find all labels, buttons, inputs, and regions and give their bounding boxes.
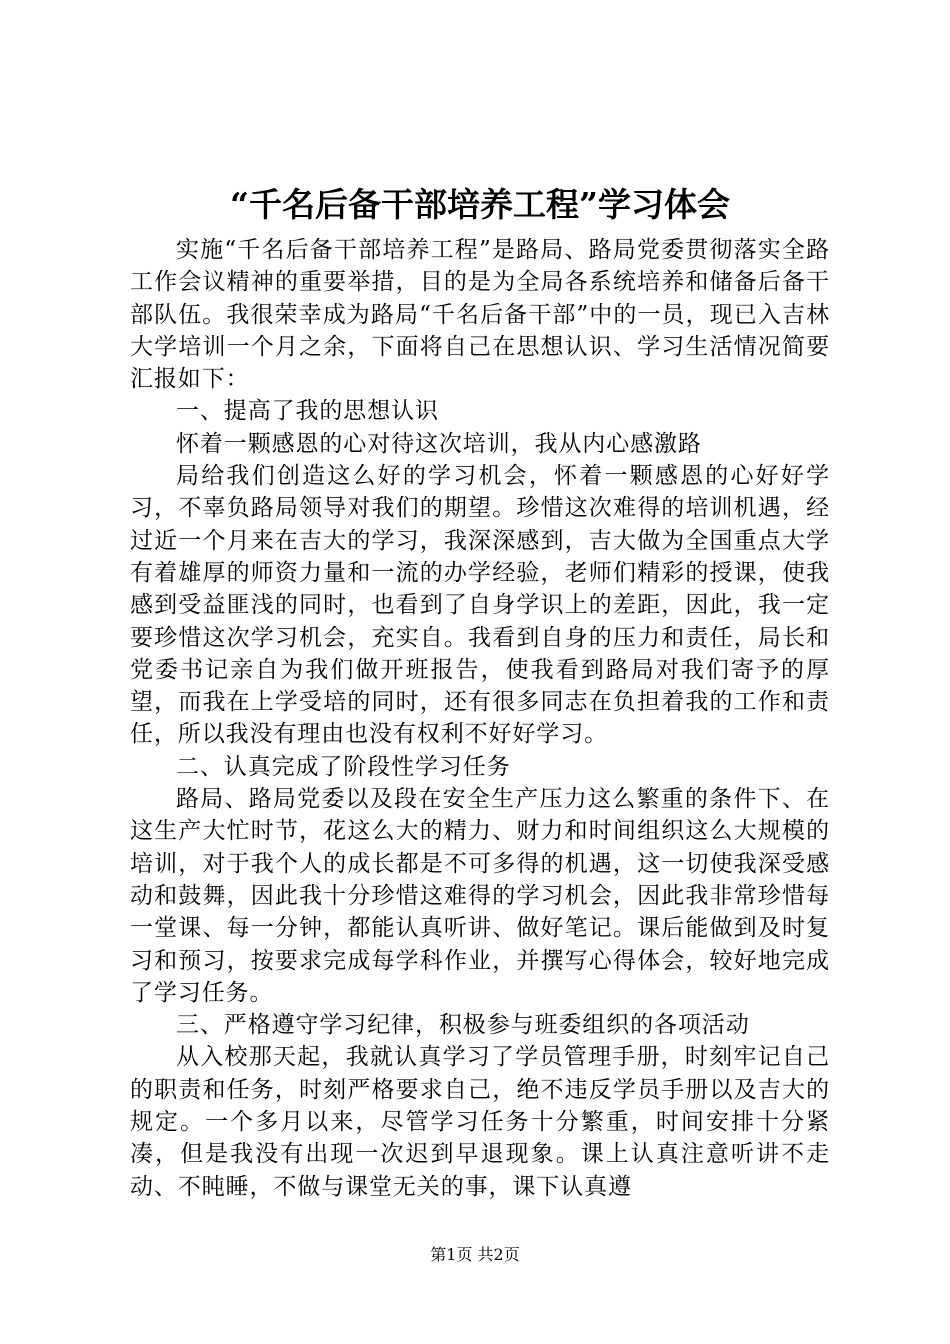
paragraph-study-tasks: 路局、路局党委以及段在安全生产压力这么繁重的条件下、在这生产大忙时节，花这么大的精力、财力和时间组织这么大规模的培训，对于我个人的成长都是不可多得的机遇，这一切使我深受感动和鼓舞，因此我十分珍惜这难得的学习机会，因此我非常珍惜每一堂课、每一分钟，都能认真听讲、做好笔记。课后能做到及时复习和预习，按要求完成每学科作业，并撰写心得体会，较好地完成了学习任务。 (130, 786, 830, 1006)
section-heading-2: 二、认真完成了阶段性学习任务 (176, 753, 511, 780)
section-heading-1: 一、提高了我的思想认识 (176, 398, 439, 425)
paragraph-intro: 实施“千名后备干部培养工程”是路局、路局党委贯彻落实全路工作会议精神的重要举措，目的是为全局各系统培养和储备后备干部队伍。我很荣幸成为路局“千名后备干部”中的一员，现已入吉林大学培训一个月之余，下面将自己在思想认识、学习生活情况简要汇报如下： (130, 237, 830, 393)
paragraph-cherish: 局给我们创造这么好的学习机会，怀着一颗感恩的心好好学习，不辜负路局领导对我们的期望。珍惜这次难得的培训机遇，经过近一个月来在吉大的学习，我深深感到，吉大做为全国重点大学有着雄厚的师资力量和一流的办学经验，老师们精彩的授课，使我感到受益匪浅的同时，也看到了自身学识上的差距，因此，我一定要珍惜这次学习机会，充实自。我看到自身的压力和责任，局长和党委书记亲自为我们做开班报告，使我看到路局对我们寄予的厚望，而我在上学受培的同时，还有很多同志在负担着我的工作和责任，所以我没有理由也没有权利不好好学习。 (130, 463, 830, 748)
page-footer: 第1页 共2页 (430, 1245, 520, 1264)
document-title: “千名后备干部培养工程”学习体会 (230, 185, 730, 224)
paragraph-gratitude: 怀着一颗感恩的心对待这次培训，我从内心感激路 (176, 430, 702, 457)
document-body (130, 234, 830, 1203)
paragraph-discipline: 从入校那天起，我就认真学习了学员管理手册，时刻牢记自己的职责和任务，时刻严格要求自己，绝不违反学员手册以及吉大的规定。一个多月以来，尽管学习任务十分繁重，时间安排十分紧凑，但是我没有出现一次迟到早退现象。课上认真注意听讲不走动、不盹睡，不做与课堂无关的事，课下认真遵 (130, 1044, 830, 1200)
section-heading-3: 三、严格遵守学习纪律，积极参与班委组织的各项活动 (176, 1012, 750, 1039)
